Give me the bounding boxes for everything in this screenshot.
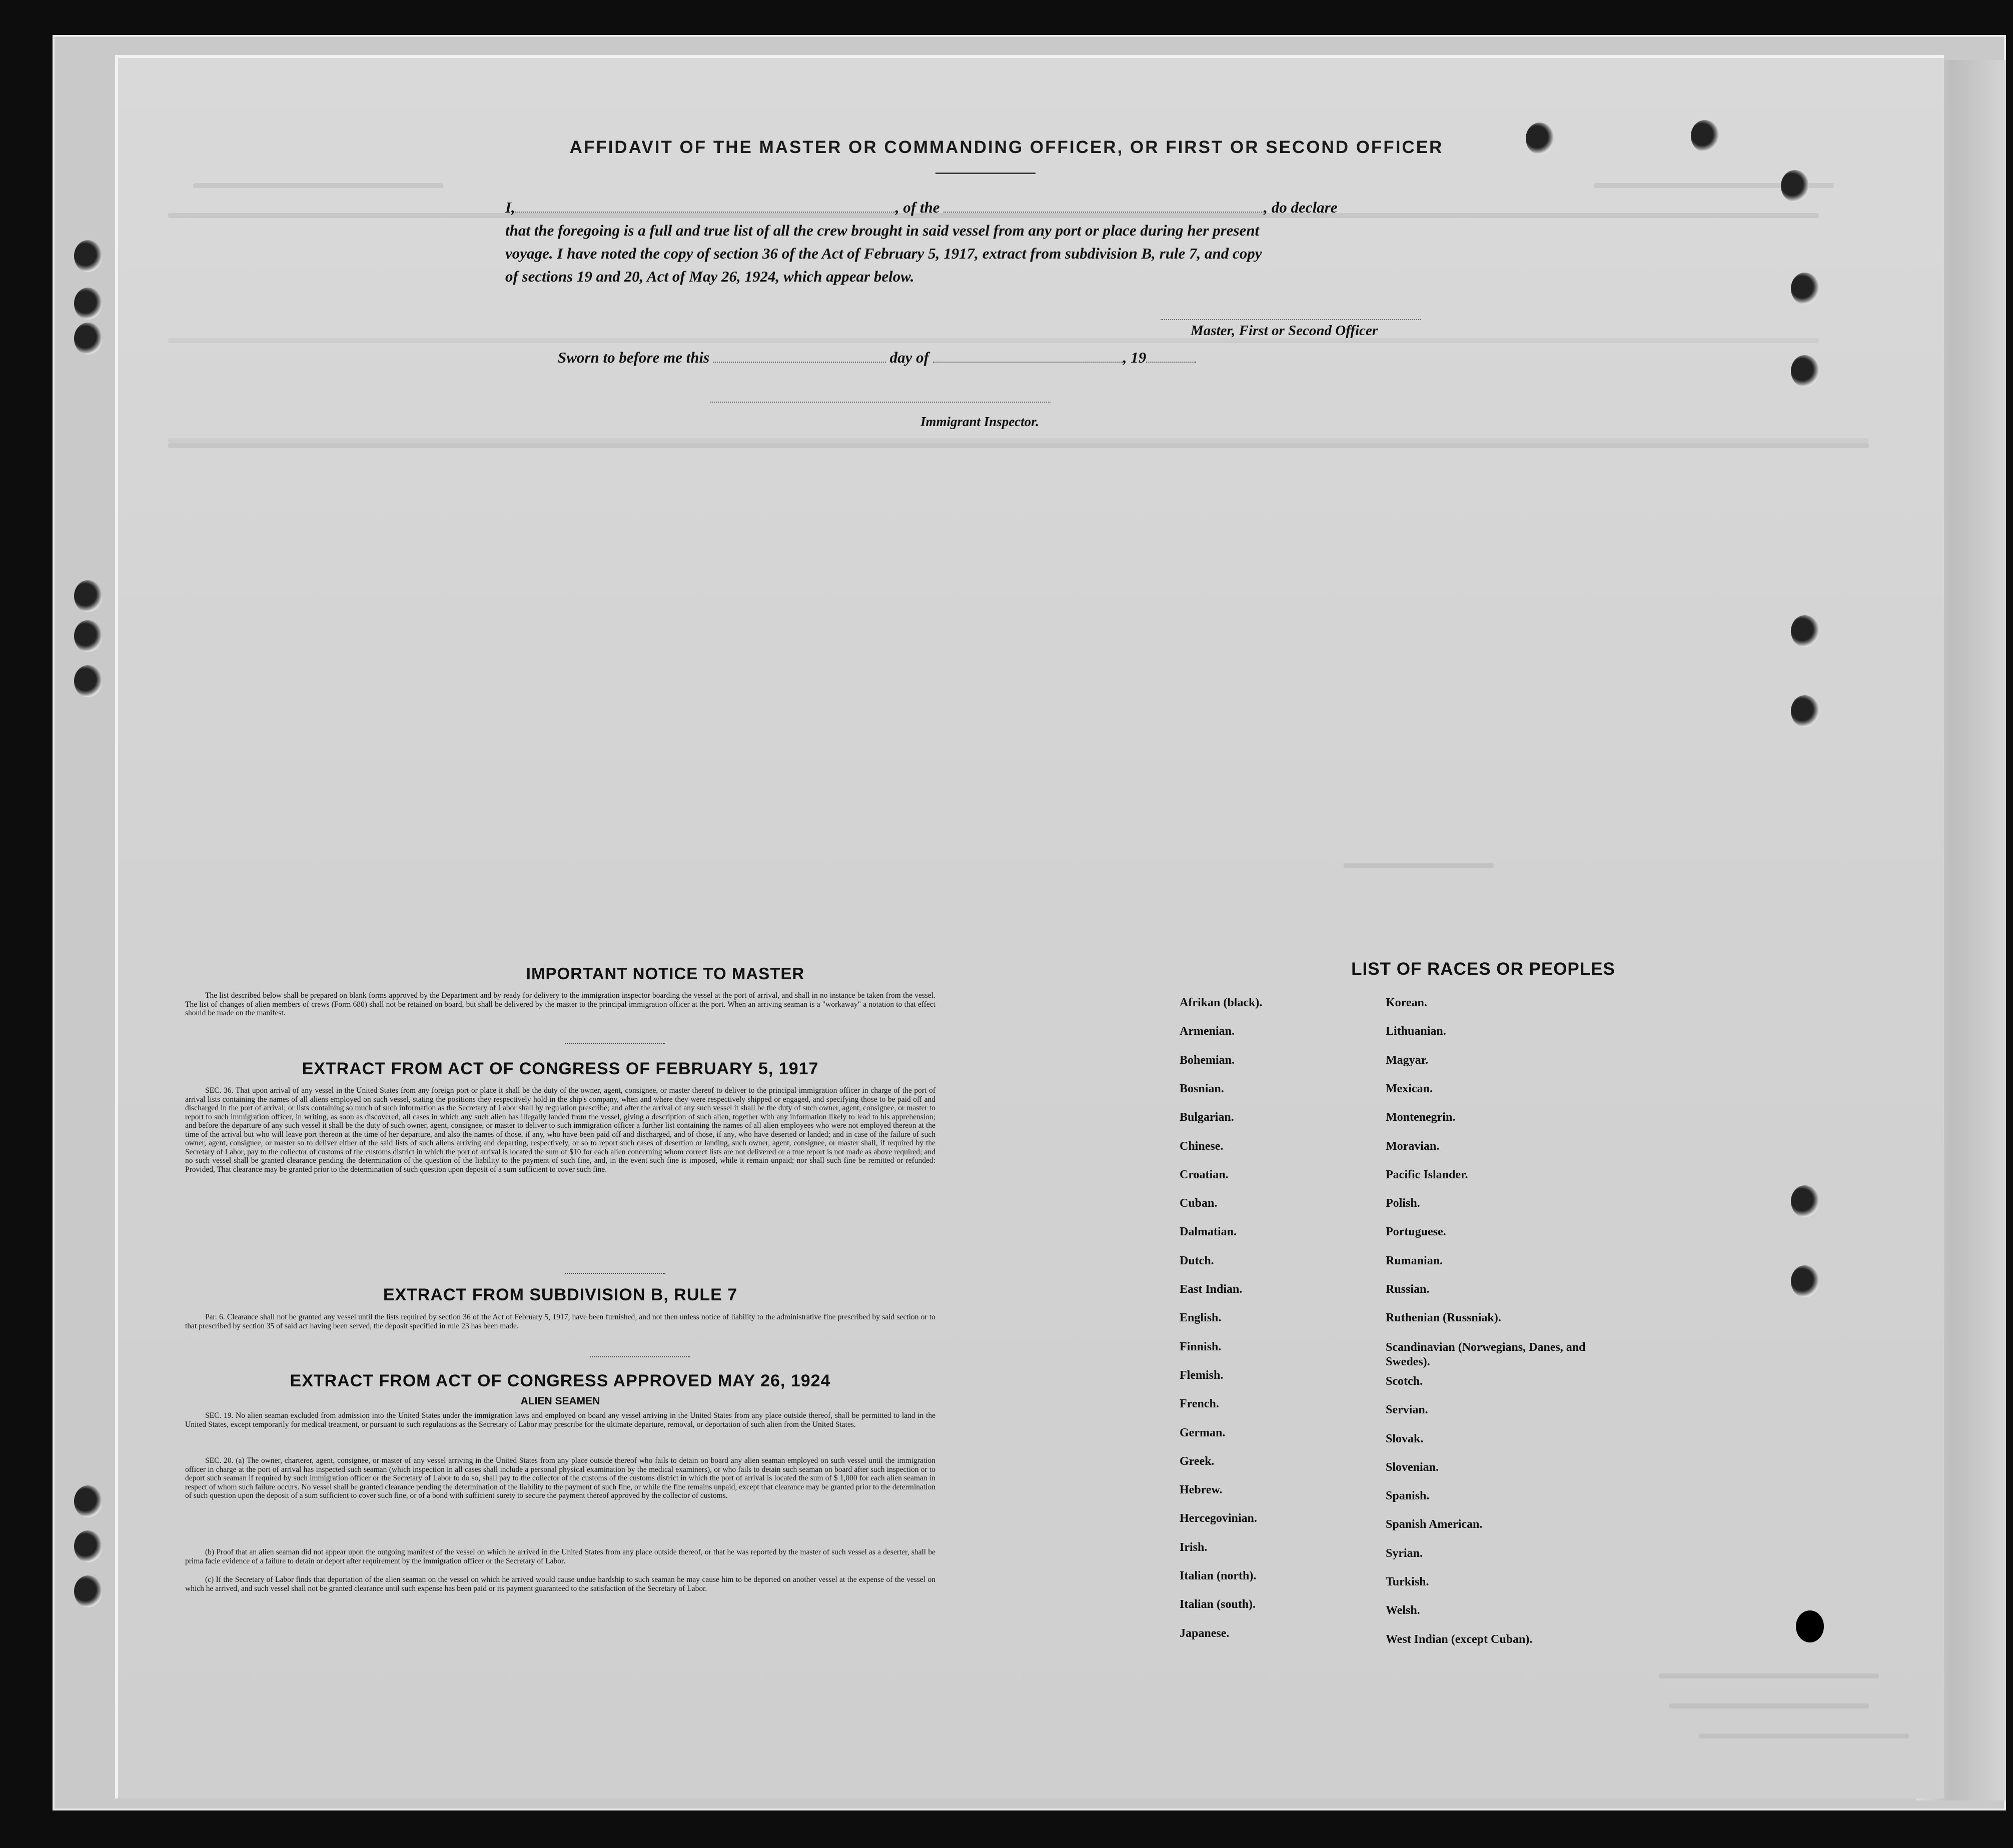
sec19-body: SEC. 19. No alien seaman excluded from admission into the United States under the immigration laws and employed on board any vessel arriving in the United States from any place outside thereof, shall be permitted to land in the United States, except temporarily for medical treatment, or pursuant to such regulations as the Secretary of Labor may prescribe for the ultimate departure, removal, or deportation of such alien from the United States. (185, 1411, 935, 1429)
affidavit-of-the: , of the (895, 199, 940, 216)
race-item: Ruthenian (Russniak). (1386, 1311, 1501, 1325)
rule7-body: Par. 6. Clearance shall not be granted any vessel until the lists required by section 36 of the Act of February 5, 1917, have been furnished, and not then unless notice of liability to the administrative fine prescribed by said section or to that prescribed by section 35 of said act having been served, the deposit specified in rule 23 has been made. (185, 1313, 935, 1330)
binder-hole (74, 1575, 102, 1607)
race-item: Bosnian. (1180, 1082, 1224, 1095)
race-item: German. (1180, 1426, 1226, 1439)
binder-hole (1791, 355, 1819, 387)
manifest-back-page (115, 55, 1944, 1798)
binder-hole (74, 323, 102, 355)
race-item: Slovak. (1386, 1432, 1424, 1445)
races-title: LIST OF RACES OR PEOPLES (1351, 959, 1615, 979)
race-item: English. (1180, 1311, 1222, 1325)
name-blank[interactable] (515, 200, 895, 213)
race-item: Scotch. (1386, 1374, 1423, 1388)
race-item: Cuban. (1180, 1197, 1218, 1210)
sworn-line (558, 349, 1196, 367)
race-item: Russian. (1386, 1283, 1430, 1296)
binder-hole (1796, 1610, 1824, 1642)
race-item: Bohemian. (1180, 1053, 1235, 1067)
affidavit-line-4: of sections 19 and 20, Act of May 26, 1924, which appear below. (505, 268, 914, 285)
race-item: Servian. (1386, 1403, 1428, 1417)
sworn-year-blank[interactable] (1146, 350, 1196, 363)
bleed-through (168, 443, 1869, 448)
master-signature-line[interactable] (1161, 319, 1421, 320)
race-item: Hebrew. (1180, 1483, 1223, 1497)
bleed-through (1669, 1703, 1869, 1708)
inspector-label: Immigrant Inspector. (920, 414, 1040, 429)
race-item: Finnish. (1180, 1340, 1222, 1353)
race-item: Slovenian. (1386, 1460, 1439, 1474)
race-item: Syrian. (1386, 1546, 1423, 1560)
race-item: Welsh. (1386, 1604, 1420, 1617)
title-rule (935, 173, 1036, 174)
binder-hole (1791, 695, 1819, 727)
binder-hole (74, 1530, 102, 1562)
race-item: Bulgarian. (1180, 1111, 1234, 1124)
sworn-month-blank[interactable] (933, 350, 1123, 363)
race-item: Dalmatian. (1180, 1225, 1237, 1239)
bleed-through (168, 338, 1819, 343)
race-item: Irish. (1180, 1540, 1208, 1554)
race-item: Dutch. (1180, 1254, 1214, 1267)
race-item: Mexican. (1386, 1082, 1433, 1095)
race-item: Spanish. (1386, 1489, 1430, 1503)
race-item: Chinese. (1180, 1139, 1224, 1153)
inspector-signature-line[interactable] (710, 402, 1051, 403)
extract-1917-body: SEC. 36. That upon arrival of any vessel in the United States from any foreign port or place it shall be the duty of the owner, agent, consignee, or master thereof to deliver to the principal immigration officer in charge of the port of arrival lists containing the names of all aliens employed on such vessel, stating the positions they respectively hold in the ship's company, when and where they were respectively shipped or engaged, and specifying those to be paid off and discharged in the port of arrival; or lists containing so much of such information as the Secretary of Labor shall by regulation prescribe; and after the arrival of any such vessel it shall be the duty of such owner, agent, consignee, or master to report to such immigration officer, in writing, as soon as discovered, all cases in which any such alien has illegally landed from the vessel, giving a description of such alien, together with any information likely to lead to his apprehension; and before the departure of any such vessel it shall be the duty of such owner, agent, consignee, or master to deliver to such immigration officer a further list containing the names of all alien employees who were not employed thereon at the time of the arrival but who will leave port thereon at the time of her departure, and also the names of those, if any, who have been paid off and discharged, and of those, if any, who have deserted or landed; and in case of the failure of such owner, agent, consignee, or master so to deliver either of the said lists of such aliens arriving and departing, respectively, or so to report such cases of desertion or landing, such owner, agent, consignee, or master shall, if required by the Secretary of Labor, pay to the collector of customs of the customs district in which the port of arrival is located the sum of $10 for each alien concerning whom correct lists are not delivered or a true report is not made as above required; and no such vessel shall be granted clearance pending the determination of the question of the liability to the payment of such fine, and, in the event such fine is imposed, while it remain unpaid; nor shall such fine be remitted or refunded: Provided, That clearance may be granted prior to the determination of such question upon deposit of a sum sufficient to cover such fine. (185, 1086, 935, 1174)
sec20c-body: (c) If the Secretary of Labor finds that deportation of the alien seaman on the vessel on which he arrived would cause undue hardship to such seaman he may cause him to be deported on another vessel at the expense of the vessel on which he arrived, and such vessel shall not be granted clearance until such expense has been paid or its payment guaranteed to the satisfaction of the Secretary of Labor. (185, 1575, 935, 1593)
sworn-day-blank[interactable] (713, 350, 886, 363)
notice-body: The list described below shall be prepared on blank forms approved by the Department and by ready for delivery to the immigration inspector boarding the vessel at the port of arrival, and shall in no instance be taken from the vessel. The list of changes of alien members of crews (Form 680) shall not be retained on board, but shall be delivered by the master to the principal immigration officer at the port. When an arriving seaman is a "workaway" a notation to that effect should be made on the manifest. (185, 991, 935, 1017)
race-item: Magyar. (1386, 1053, 1429, 1067)
race-item: Scandinavian (Norwegians, Danes, and Swedes). (1386, 1340, 1586, 1368)
alien-seamen-subtitle: ALIEN SEAMEN (520, 1395, 600, 1407)
master-label: Master, First or Second Officer (1191, 323, 1378, 339)
binder-hole (74, 665, 102, 697)
vessel-blank[interactable] (943, 200, 1264, 213)
affidavit-line-3: voyage. I have noted the copy of section 36 of the Act of February 5, 1917, extract from subdivision B, rule 7, and copy (505, 245, 1262, 262)
race-item: Moravian. (1386, 1139, 1440, 1153)
race-item: Italian (north). (1180, 1569, 1257, 1582)
race-item: French. (1180, 1397, 1219, 1411)
race-item: Afrikan (black). (1180, 996, 1263, 1009)
affidavit-do-declare: , do declare (1264, 199, 1338, 216)
sworn-text: Sworn to before me this (558, 349, 710, 366)
binder-hole (74, 288, 102, 320)
binder-hole (74, 580, 102, 612)
rule7-title: EXTRACT FROM SUBDIVISION B, RULE 7 (383, 1285, 738, 1304)
separator (590, 1356, 690, 1357)
race-item: Korean. (1386, 996, 1427, 1009)
binder-hole (1791, 1265, 1819, 1297)
race-item: Montenegrin. (1386, 1111, 1456, 1124)
race-item: Portuguese. (1386, 1225, 1446, 1239)
sec20b-body: (b) Proof that an alien seaman did not appear upon the outgoing manifest of the vessel on which he arrived in the United States from any place outside thereof, or that he was reported by the master of such vessel as a deserter, shall be prima facie evidence of a failure to detain or deport after requirement by the immigration officer or the Secretary of Labor. (185, 1548, 935, 1565)
binder-hole (1791, 1185, 1819, 1217)
race-item: Spanish American. (1386, 1518, 1483, 1531)
race-item: Hercegovinian. (1180, 1512, 1257, 1525)
affidavit-line-2: that the foregoing is a full and true list of all the crew brought in said vessel from any port or place during her present (505, 222, 1260, 239)
sec20a-body: SEC. 20. (a) The owner, charterer, agent, consignee, or master of any vessel arriving in the United States from any place outside thereof who fails to detain on board any alien seaman employed on such vessel until the immigration officer in charge at the port of arrival has inspected such seaman (which inspection in all cases shall include a personal physical examination by the medical examiners), or who fails to detain such seaman on board after such inspection or to deport such seaman if required by such immigration officer or the Secretary of Labor to do so, shall pay to the collector of the customs of the customs district in which the port of arrival is located the sum of $ 1,000 for each alien seaman in respect of whom such failure occurs. No vessel shall be granted clearance pending the determination of the liability to the payment of such fine, or while the fine remains unpaid, except that clearance may be granted prior to the determination of such question upon the deposit of a sum sufficient to cover such fine, or of a bond with sufficient surety to secure the payment thereof approved by the collector of customs. (185, 1456, 935, 1500)
race-item: Italian (south). (1180, 1598, 1256, 1611)
separator (565, 1273, 665, 1274)
race-item: West Indian (except Cuban). (1386, 1632, 1533, 1646)
bleed-through (168, 438, 1869, 443)
affidavit-text (505, 196, 1466, 288)
sworn-day-of: day of (889, 349, 929, 366)
binder-hole (74, 1485, 102, 1517)
affidavit-line-1 (505, 196, 1466, 219)
race-item: East Indian. (1180, 1283, 1243, 1296)
race-item: Japanese. (1180, 1626, 1230, 1640)
bleed-through (193, 183, 443, 188)
binder-hole (74, 240, 102, 272)
bleed-through (1699, 1733, 1909, 1738)
race-item: Flemish. (1180, 1368, 1224, 1382)
race-item: Greek. (1180, 1454, 1215, 1468)
race-item: Polish. (1386, 1197, 1420, 1210)
race-item: Lithuanian. (1386, 1025, 1446, 1038)
race-item: Rumanian. (1386, 1254, 1443, 1267)
race-item: Croatian. (1180, 1168, 1229, 1181)
extract-1924-title: EXTRACT FROM ACT OF CONGRESS APPROVED MAY 26, 1924 (290, 1371, 831, 1390)
affidavit-title: AFFIDAVIT OF THE MASTER OR COMMANDING OFFICER, OR FIRST OR SECOND OFFICER (569, 138, 1444, 157)
separator (565, 1043, 665, 1044)
bleed-through (1344, 863, 1494, 868)
extract-1917-title: EXTRACT FROM ACT OF CONGRESS OF FEBRUARY 5, 1917 (302, 1059, 819, 1078)
race-item: Armenian. (1180, 1025, 1235, 1038)
race-item: Pacific Islander. (1386, 1168, 1468, 1181)
binder-hole (1791, 615, 1819, 647)
binder-hole (1791, 273, 1819, 305)
binder-hole (74, 620, 102, 652)
bleed-through (1659, 1673, 1879, 1678)
affidavit-i: I, (505, 199, 515, 216)
sworn-year: , 19 (1123, 349, 1147, 366)
notice-title: IMPORTANT NOTICE TO MASTER (526, 964, 805, 983)
binder-hole (1781, 170, 1809, 202)
race-item: Turkish. (1386, 1575, 1429, 1588)
